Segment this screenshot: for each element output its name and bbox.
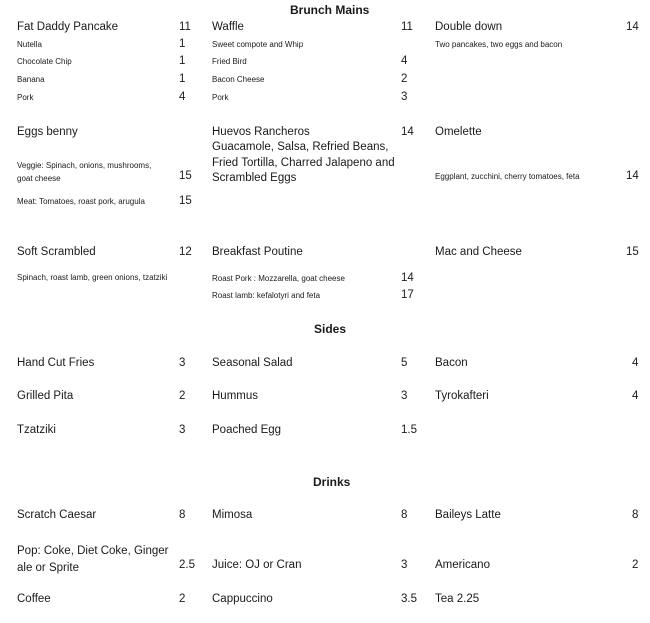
sides-heading: Sides xyxy=(314,322,347,336)
drink-item-name: Baileys Latte xyxy=(435,509,501,521)
poutine-option-price: 17 xyxy=(401,289,414,301)
fat-daddy-option-label: Chocolate Chip xyxy=(17,57,72,66)
side-item-price: 5 xyxy=(401,357,408,369)
eggs-benny-veggie-label: Veggie: Spinach, onions, mushrooms, goat cheese xyxy=(17,161,152,183)
fat-daddy-option-price: 1 xyxy=(179,38,186,50)
drink-item-price: 3.5 xyxy=(401,593,417,605)
eggs-benny-veggie-price: 15 xyxy=(179,170,192,182)
side-item-price: 4 xyxy=(632,390,639,402)
waffle-desc: Sweet compote and Whip xyxy=(212,40,304,49)
fat-daddy-pancake-name: Fat Daddy Pancake xyxy=(17,21,119,33)
side-item-name: Poached Egg xyxy=(212,424,282,436)
soft-scrambled-name: Soft Scrambled xyxy=(17,246,96,258)
drink-item-price: 2.5 xyxy=(179,559,195,571)
fat-daddy-option-label: Nutella xyxy=(17,40,42,49)
waffle-option-label: Fried Bird xyxy=(212,57,247,66)
fat-daddy-option-label: Pork xyxy=(17,93,34,102)
fat-daddy-option-price: 1 xyxy=(179,73,186,85)
huevos-rancheros-desc: Guacamole, Salsa, Refried Beans, Fried Tortilla, Charred Jalapeno and Scrambled Eggs xyxy=(212,141,395,184)
drink-item-price: 8 xyxy=(632,509,639,521)
side-item-name: Bacon xyxy=(435,357,468,369)
side-item-name: Tzatziki xyxy=(17,424,56,436)
side-item-price: 3 xyxy=(401,390,408,402)
side-item-name: Grilled Pita xyxy=(17,390,74,402)
fat-daddy-pancake-price: 11 xyxy=(179,21,191,33)
brunch-mains-heading: Brunch Mains xyxy=(290,3,370,17)
waffle-option-price: 4 xyxy=(401,55,408,67)
huevos-rancheros-price: 14 xyxy=(401,126,414,138)
drink-item-name: Mimosa xyxy=(212,509,253,521)
drink-item-name: Coffee xyxy=(17,593,51,605)
waffle-price: 11 xyxy=(401,21,413,33)
eggs-benny-name: Eggs benny xyxy=(17,126,78,138)
side-item-price: 2 xyxy=(179,390,186,402)
drinks-heading: Drinks xyxy=(313,475,351,489)
soft-scrambled-price: 12 xyxy=(179,246,192,258)
drink-item-name: Tea 2.25 xyxy=(435,593,480,605)
drink-item-price: 8 xyxy=(401,509,408,521)
fat-daddy-option-price: 1 xyxy=(179,55,186,67)
mac-and-cheese-name: Mac and Cheese xyxy=(435,246,522,258)
side-item-name: Seasonal Salad xyxy=(212,357,293,369)
side-item-name: Tyrokafteri xyxy=(435,390,489,402)
soft-scrambled-desc: Spinach, roast lamb, green onions, tzatziki xyxy=(17,273,168,282)
omelette-price: 14 xyxy=(626,170,639,182)
waffle-name: Waffle xyxy=(212,21,244,33)
drink-item-name: Scratch Caesar xyxy=(17,509,97,521)
poutine-option-price: 14 xyxy=(401,272,414,284)
side-item-name: Hand Cut Fries xyxy=(17,357,95,369)
side-item-price: 4 xyxy=(632,357,639,369)
omelette-name: Omelette xyxy=(435,126,482,138)
drink-item-name: Cappuccino xyxy=(212,593,273,605)
waffle-option-label: Bacon Cheese xyxy=(212,75,265,84)
breakfast-poutine-name: Breakfast Poutine xyxy=(212,246,303,258)
poutine-option-label: Roast lamb: kefalotyri and feta xyxy=(212,291,321,300)
drink-item-name: Juice: OJ or Cran xyxy=(212,559,302,571)
mac-and-cheese-price: 15 xyxy=(626,246,639,258)
waffle-option-price: 3 xyxy=(401,91,408,103)
drink-item-price: 2 xyxy=(179,593,186,605)
drink-item-price: 3 xyxy=(401,559,408,571)
drink-item-name: Pop: Coke, Diet Coke, Ginger ale or Sprite xyxy=(17,545,169,574)
double-down-desc: Two pancakes, two eggs and bacon xyxy=(435,40,563,49)
eggs-benny-meat-price: 15 xyxy=(179,195,192,207)
drink-item-name: Americano xyxy=(435,559,490,571)
huevos-rancheros-name: Huevos Rancheros xyxy=(212,126,310,138)
eggs-benny-meat-label: Meat: Tomatoes, roast pork, arugula xyxy=(17,197,145,206)
poutine-option-label: Roast Pork : Mozzarella, goat cheese xyxy=(212,274,345,283)
waffle-option-price: 2 xyxy=(401,73,408,85)
side-item-name: Hummus xyxy=(212,390,259,402)
drink-item-price: 8 xyxy=(179,509,186,521)
double-down-name: Double down xyxy=(435,21,503,33)
drink-item-price: 2 xyxy=(632,559,639,571)
fat-daddy-option-price: 4 xyxy=(179,91,186,103)
side-item-price: 3 xyxy=(179,357,186,369)
double-down-price: 14 xyxy=(626,21,639,33)
side-item-price: 1.5 xyxy=(401,424,417,436)
fat-daddy-option-label: Banana xyxy=(17,75,45,84)
side-item-price: 3 xyxy=(179,424,186,436)
omelette-desc: Eggplant, zucchini, cherry tomatoes, feta xyxy=(435,172,580,181)
waffle-option-label: Pork xyxy=(212,93,229,102)
